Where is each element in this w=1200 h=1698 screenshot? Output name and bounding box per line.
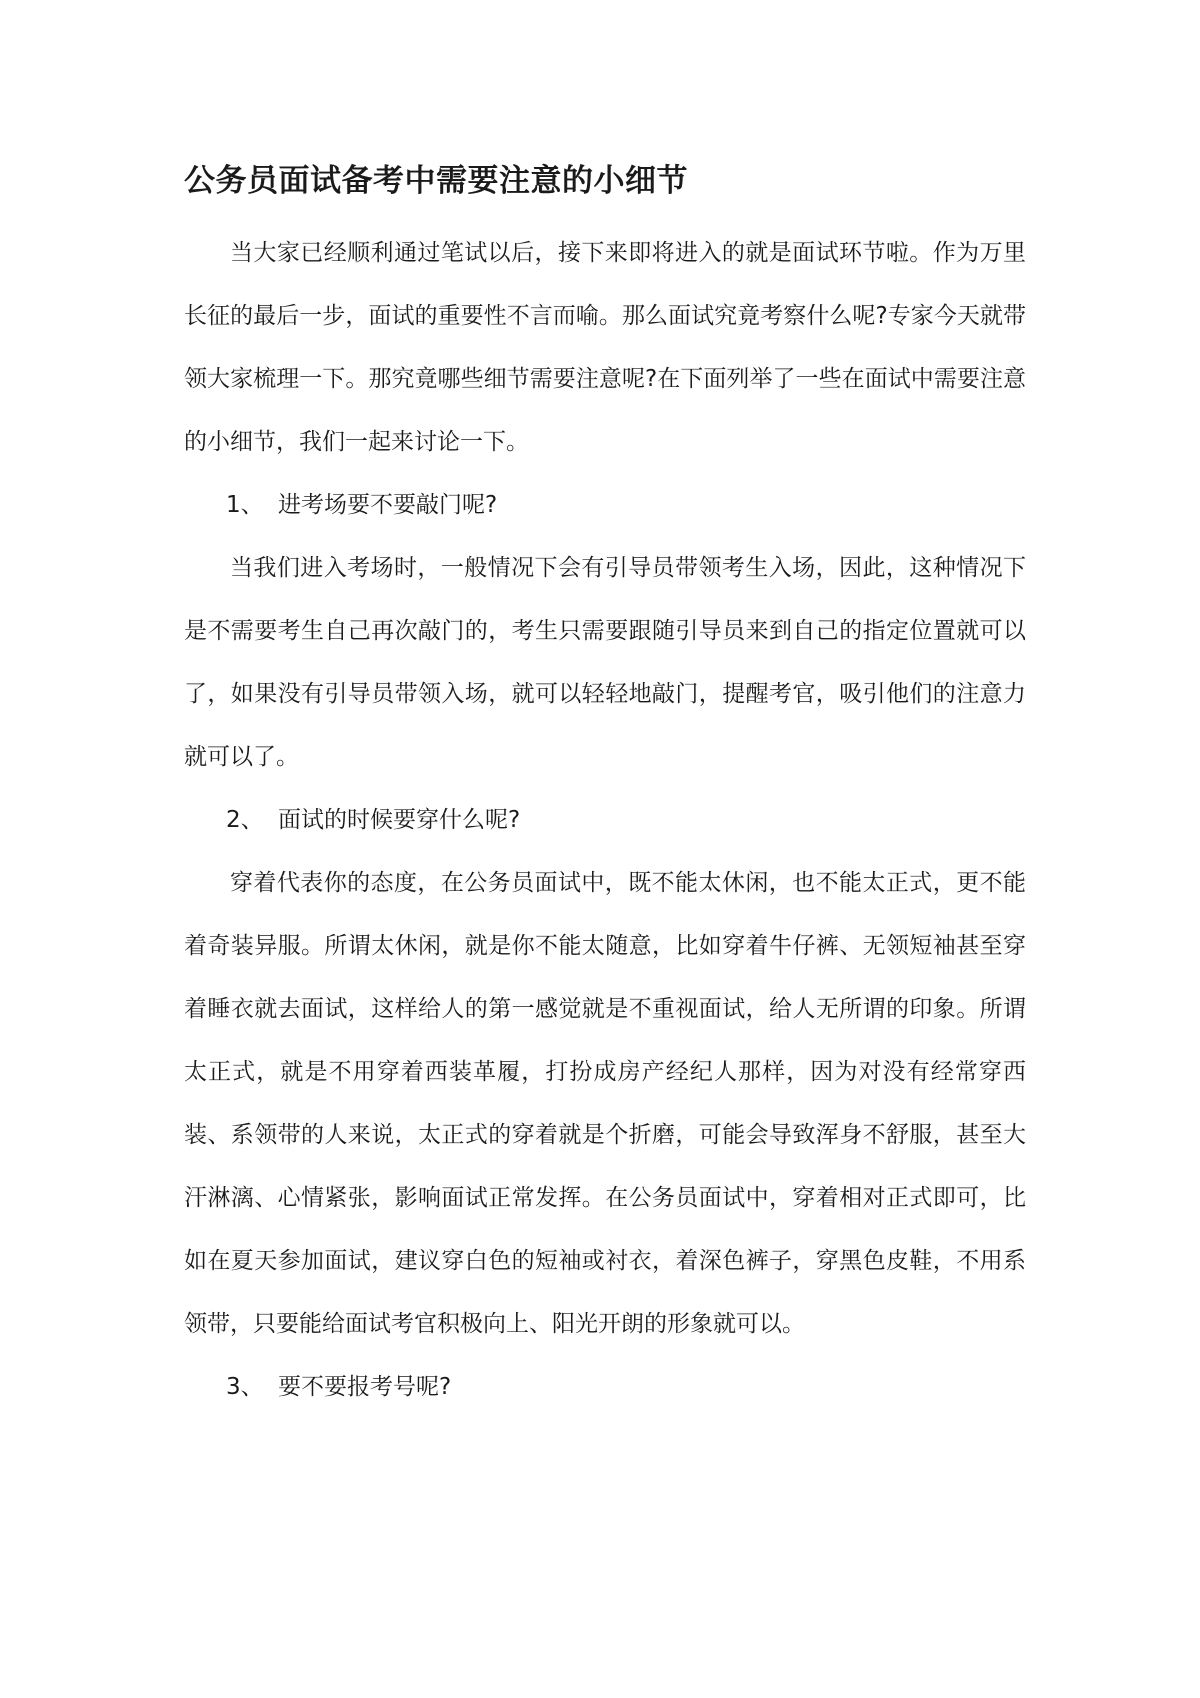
section-1-heading-text: 进考场要不要敲门呢? — [278, 492, 498, 518]
section-2-number: 2、 — [226, 807, 264, 833]
document-title: 公务员面试备考中需要注意的小细节 — [184, 163, 688, 199]
section-1-heading — [184, 474, 1026, 537]
section-1-paragraph: 当我们进入考场时，一般情况下会有引导员带领考生入场，因此，这种情况下是不需要考生自己再次敲门的，考生只需要跟随引导员来到自己的指定位置就可以了，如果没有引导员带领入场，就可以轻轻地敲门，提醒考官，吸引他们的注意力就可以了。 — [184, 555, 1026, 770]
document-body — [184, 222, 1026, 1419]
section-3-number: 3、 — [226, 1374, 264, 1400]
intro-paragraph: 当大家已经顺利通过笔试以后，接下来即将进入的就是面试环节啦。作为万里长征的最后一步，面试的重要性不言而喻。那么面试究竟考察什么呢?专家今天就带领大家梳理一下。那究竟哪些细节需要注意呢?在下面列举了一些在面试中需要注意的小细节，我们一起来讨论一下。 — [184, 240, 1026, 455]
section-2-paragraph: 穿着代表你的态度，在公务员面试中，既不能太休闲，也不能太正式，更不能着奇装异服。所谓太休闲，就是你不能太随意，比如穿着牛仔裤、无领短袖甚至穿着睡衣就去面试，这样给人的第一感觉就是不重视面试，给人无所谓的印象。所谓太正式，就是不用穿着西装革履，打扮成房产经纪人那样，因为对没有经常穿西装、系领带的人来说，太正式的穿着就是个折磨，可能会导致浑身不舒服，甚至大汗淋漓、心情紧张，影响面试正常发挥。在公务员面试中，穿着相对正式即可，比如在夏天参加面试，建议穿白色的短袖或衬衣，着深色裤子，穿黑色皮鞋，不用系领带，只要能给面试考官积极向上、阳光开朗的形象就可以。 — [184, 870, 1026, 1337]
section-2-heading-text: 面试的时候要穿什么呢? — [278, 807, 521, 833]
section-2-heading — [184, 789, 1026, 852]
section-1-number: 1、 — [226, 492, 264, 518]
section-3-heading — [184, 1356, 1026, 1419]
section-3-heading-text: 要不要报考号呢? — [278, 1374, 452, 1400]
